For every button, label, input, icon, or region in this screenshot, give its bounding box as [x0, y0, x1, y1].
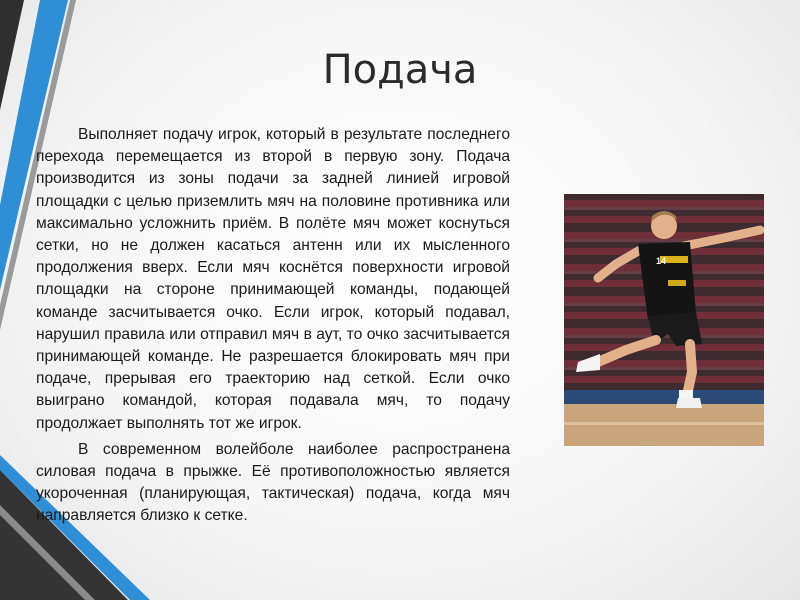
paragraph-1: Выполняет подачу игрок, который в результате последнего перехода перемещается из второй в первую зону. Подача производится из зоны подачи за задней линией игровой площадки с целью приземлить мяч на половине противника или максимально усложнить приём. В полёте мяч может коснуться сетки, но не должен касаться антенн или их мысленного продолжения вверх. Если мяч коснётся поверхности игровой площадки на стороне принимающей команды, подающей команде засчитывается очко. Если игрок, который подавал, нарушил правила или отправил мяч в аут, то очко засчитывается принимающей команде. Не разрешается блокировать мяч при подаче, прерывая его траекторию над сеткой. Если очко выиграно командой, которая подавала мяч, то подачу продолжает выполнять тот же игрок. [36, 126, 510, 432]
jersey-number: 14 [656, 256, 667, 266]
volleyball-player-photo [564, 194, 764, 446]
paragraph-2: В современном волейболе наиболее распространена силовая подача в прыжке. Её противоположностью является укороченная (планирующая, тактическая) подача, когда мяч направляется близко к сетке. [36, 440, 510, 525]
stripe-dark-top [0, 0, 24, 110]
player-jersey [638, 242, 696, 320]
body-text [36, 124, 510, 528]
slide-title: Подача [322, 47, 478, 93]
player-shoe-right [676, 398, 702, 408]
courtside-board [564, 390, 764, 404]
